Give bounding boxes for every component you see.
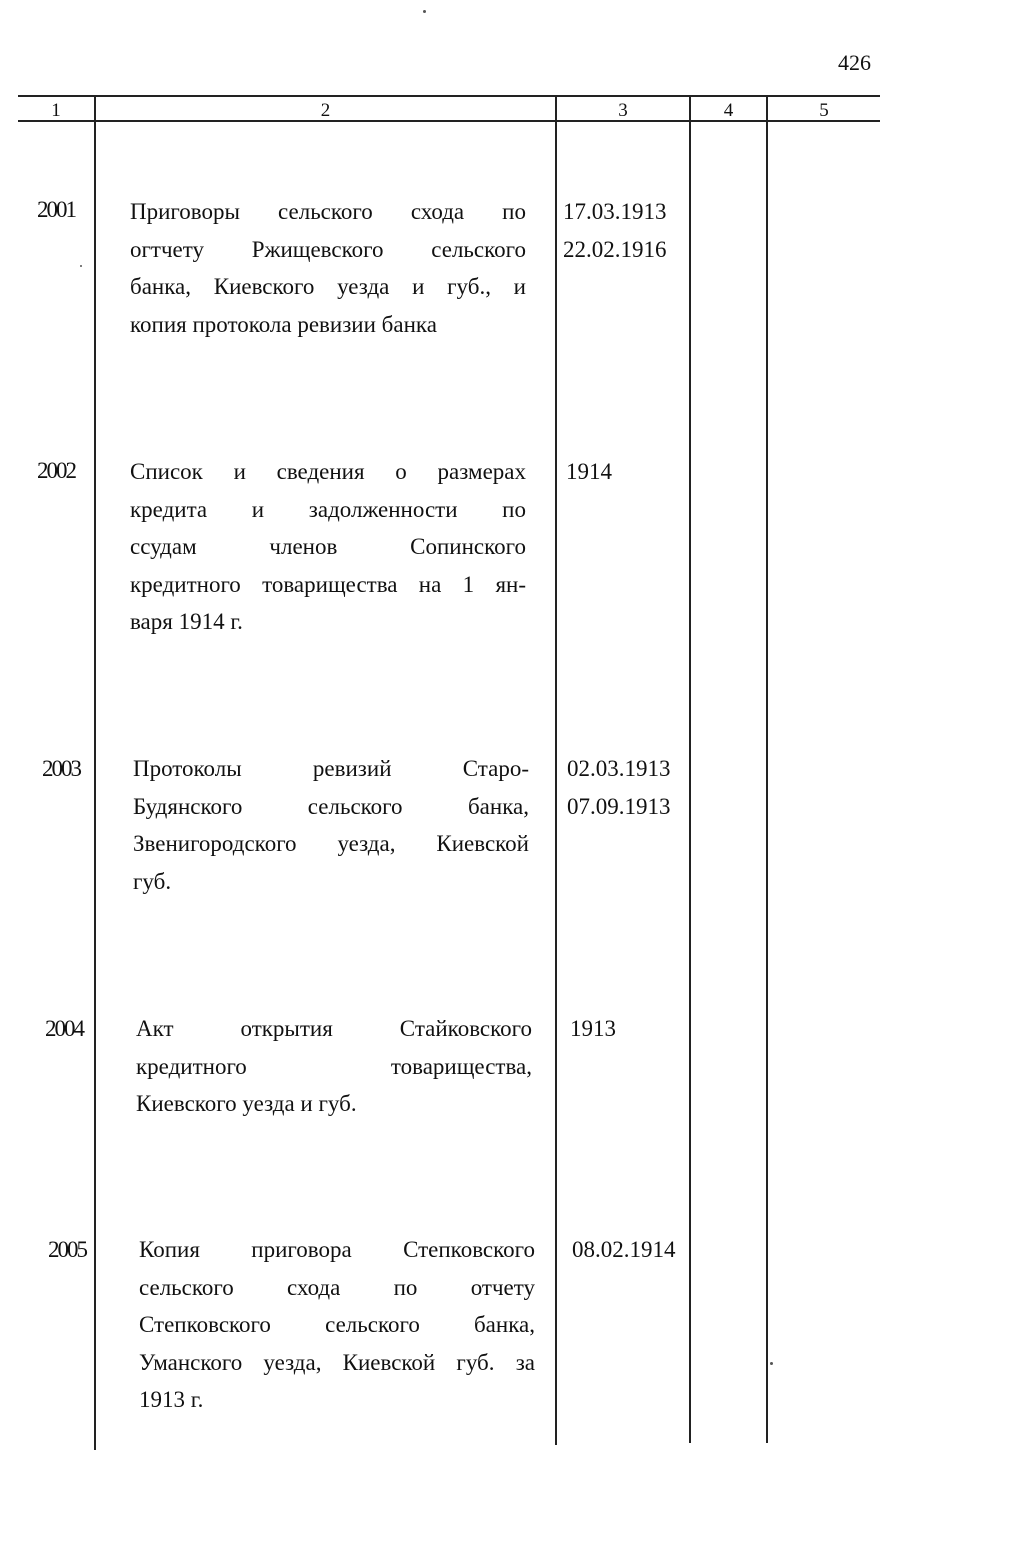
column-header-5: 5 <box>819 100 829 121</box>
description-line: Приговоры сельского схода по <box>130 199 526 224</box>
entry-dates <box>566 453 612 491</box>
description-line: Киевского уезда и губ. <box>136 1091 357 1116</box>
entry-date: 02.03.1913 <box>567 756 671 781</box>
description-line: Акт открытия Стайковского <box>136 1016 532 1041</box>
column-divider-4 <box>766 95 768 1443</box>
entry-number: 2002 <box>37 458 75 483</box>
column-divider-3 <box>689 95 691 1443</box>
entry-dates <box>563 193 667 268</box>
entry-description <box>133 750 529 900</box>
column-header-3: 3 <box>618 100 628 121</box>
column-divider-2 <box>555 95 557 1445</box>
entry-description <box>130 193 526 343</box>
column-header-4: 4 <box>723 100 734 121</box>
entry-number: 2004 <box>45 1016 83 1041</box>
entry-description <box>136 1010 532 1123</box>
entry-dates <box>572 1231 676 1269</box>
description-line: копия протокола ревизии банка <box>130 311 437 337</box>
description-line: Копия приговора Степковского <box>139 1237 535 1262</box>
description-line: кредитного товарищества на 1 ян- <box>130 571 526 597</box>
entry-date: 17.03.1913 <box>563 199 667 224</box>
scan-speck <box>80 265 82 267</box>
column-header-1: 1 <box>51 100 61 121</box>
scan-speck <box>423 10 426 13</box>
entry-description <box>139 1231 535 1419</box>
entry-date: 1914 <box>566 459 612 484</box>
entry-number: 2003 <box>42 756 80 781</box>
entry-date: 08.02.1914 <box>572 1237 676 1262</box>
entry-description <box>130 453 526 641</box>
description-line: Уманского уезда, Киевской губ. за <box>139 1349 535 1375</box>
description-line: кредитного товарищества, <box>136 1053 532 1079</box>
entry-date: 07.09.1913 <box>567 793 671 819</box>
scan-speck <box>770 1362 773 1365</box>
description-line: ссудам членов Сопинского <box>130 534 526 559</box>
description-line: Степковского сельского банка, <box>139 1312 535 1337</box>
entry-date: 22.02.1916 <box>563 236 667 262</box>
description-line: варя 1914 г. <box>130 609 243 634</box>
entry-number: 2001 <box>37 197 75 222</box>
description-line: губ. <box>133 868 172 894</box>
description-line: Звенигородского уезда, Киевской <box>133 831 529 856</box>
description-line: Список и сведения о размерах <box>130 459 526 484</box>
description-line: кредита и задолженности по <box>130 496 526 522</box>
entry-number: 2005 <box>48 1237 86 1262</box>
description-line: огтчету Ржищевского сельского <box>130 236 526 262</box>
description-line: 1913 г. <box>139 1387 204 1412</box>
entry-dates <box>567 750 671 825</box>
description-line: сельского схода по отчету <box>139 1274 535 1300</box>
description-line: Протоколы ревизий Старо- <box>133 756 529 781</box>
column-header-2: 2 <box>320 100 331 121</box>
page-number: 426 <box>838 50 871 75</box>
description-line: банка, Киевского уезда и губ., и <box>130 274 526 299</box>
entry-date: 1913 <box>570 1016 616 1041</box>
description-line: Будянского сельского банка, <box>133 793 529 819</box>
entry-dates <box>570 1010 616 1048</box>
table-top-rule <box>18 95 880 97</box>
